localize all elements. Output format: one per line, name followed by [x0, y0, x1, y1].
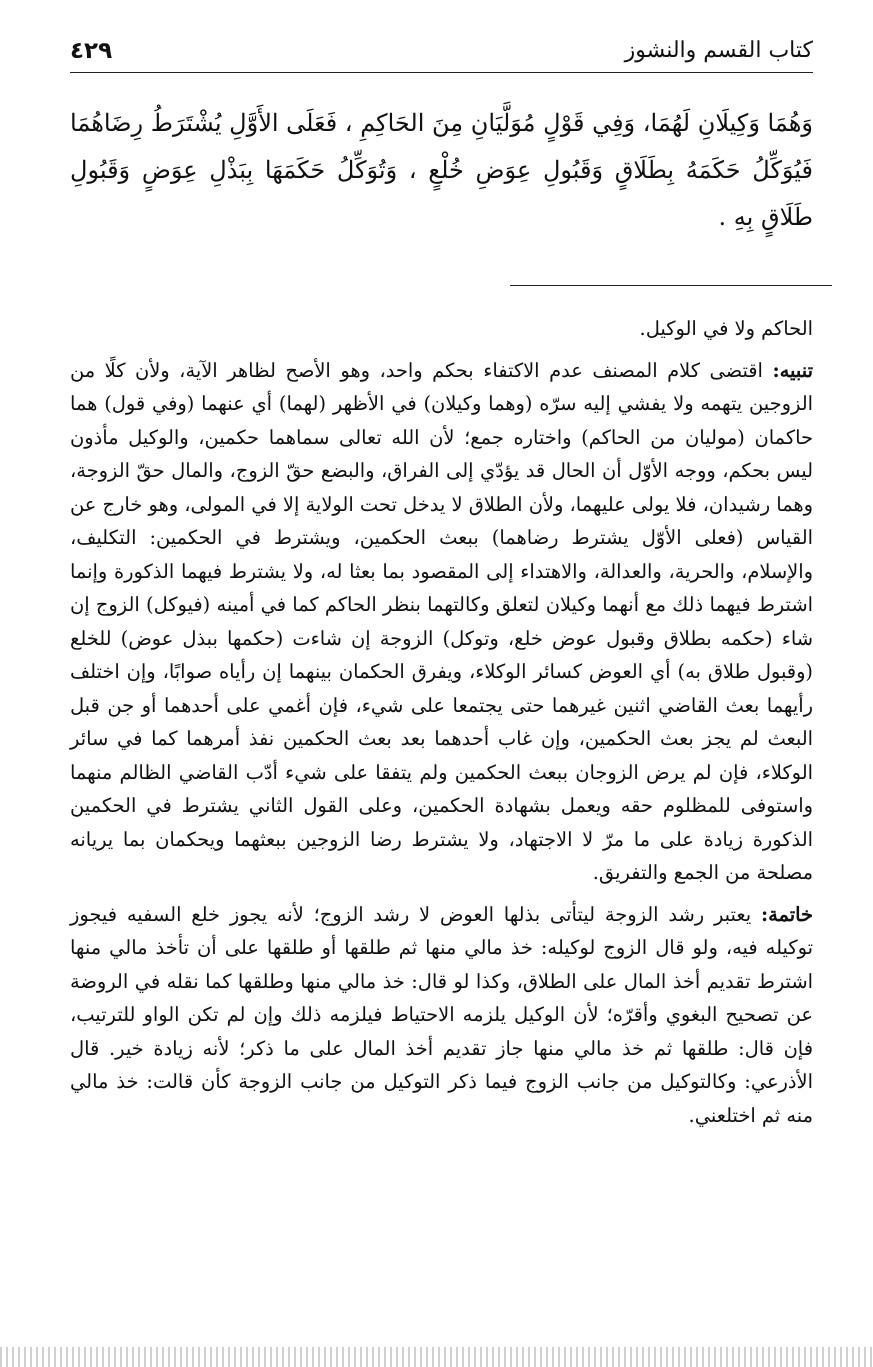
- commentary: [70, 312, 813, 1132]
- khatima-text: يعتبر رشد الزوجة ليتأتى بذلها العوض لا رشد الزوج؛ لأنه يجوز خلع السفيه فيجوز توكيله فيه، ولو قال الزوج لوكيله: خذ مالي منها ثم طلقها أو طلقها على أن تأخذ مالي منها اشترط تقديم أخذ المال على الطلاق، وكذا لو قال: خذ مالي منها وطلقها كما نقله في الروضة عن تصحيح البغوي وأقرّه؛ لأن الوكيل يلزمه الاحتياط فيلزمه ذلك وإن لم تكن الواو للترتيب، فإن قال: طلقها ثم خذ مالي منها جاز تقديم أخذ المال على ما ذكر؛ لأنه زيادة خير. قال الأذرعي: وكالتوكيل من جانب الزوج فيما ذكر التوكيل من جانب الزوجة كأن قالت: خذ مالي منه ثم اختلعني.: [70, 902, 813, 1127]
- tanbih-label: تنبيه:: [772, 358, 813, 382]
- footnote-divider: [510, 285, 832, 286]
- commentary-khatima: [70, 898, 813, 1133]
- matn-text: وَهُمَا وَكِيلَانِ لَهُمَا، وَفِي قَوْلٍ مُوَلَّيَانِ مِنَ الحَاكِمِ ، فَعَلَى الأَوَّلِ يُشْتَرَطُ رِضَاهُمَا فَيُوَكِّلُ حَكَمَهُ بِطَلَاقٍ وَقَبُولِ عِوَضِ خُلْعٍ ، وَتُوَكِّلُ حَكَمَهَا بِبَذْلِ عِوَضٍ وَقَبُولِ طَلَاقٍ بِهِ .: [70, 109, 814, 231]
- tanbih-text: اقتضى كلام المصنف عدم الاكتفاء بحكم واحد، وهو الأصح لظاهر الآية، ولأن كلًا من الزوجين يتهمه ولا يفشي إليه سرّه (وهما وكيلان) في الأظهر (لهما) أي عنهما (وفي قول) هما حاكمان (موليان من الحاكم) واختاره جمع؛ لأن الله تعالى سماهما حكمين، والوكيل مأذون ليس بحكم، ووجه الأوّل أن الحال قد يؤدّي إلى الفراق، والبضع حقّ الزوج، والمال حقّ الزوجة، وهما رشيدان، فلا يولى عليهما، ولأن الطلاق لا يدخل تحت الولاية إلا في المولى، وهو خارج عن القياس (فعلى الأوّل يشترط رضاهما) ببعث الحكمين، ويشترط في الحكمين: التكليف، والإسلام، والحرية، والعدالة، والاهتداء إلى المقصود بما بعثا له، ولا يشترط فيهما الذكورة وإنما اشترط فيهما ذلك مع أنهما وكيلان لتعلق وكالتهما بنظر الحاكم كما في أمينه (فيوكل) الزوج إن شاء (حكمه بطلاق وقبول عوض خلع، وتوكل) الزوجة إن شاءت (حكمها ببذل عوض) للخلع (وقبول طلاق به) أي العوض كسائر الوكلاء، ويفرق الحكمان بينهما إن رأياه صوابًا، وإن اختلف رأيهما بعث القاضي اثنين غيرهما حتى يجتمعا على شيء، فإن أغمي على أحدهما أو جن قبل البعث لم يجز بعث الحكمين، وإن غاب أحدهما بعد بعث الحكمين نفذ أمرهما كما في سائر الوكلاء، فإن لم يرض الزوجان ببعث الحكمين ولم يتفقا على شيء أدّب القاضي الظالم منهما واستوفى للمظلوم حقه ويعمل بشهادة الحكمين، وعلى القول الثاني يشترط في الحكمين الذكورة زيادة على ما مرّ لا الاجتهاد، ولا يشترط رضا الزوجين ببعثهما ويحكمان بما يريانه مصلحة من الجمع والتفريق.: [70, 358, 813, 884]
- khatima-label: خاتمة:: [760, 902, 813, 926]
- commentary-continuation: الحاكم ولا في الوكيل.: [639, 317, 813, 340]
- page-number: ٤٢٩: [70, 38, 113, 64]
- running-title: كتاب القسم والنشوز: [624, 38, 813, 63]
- footer-ornament: [0, 1347, 873, 1367]
- page-header: [70, 36, 813, 73]
- commentary-tanbih: [70, 354, 813, 890]
